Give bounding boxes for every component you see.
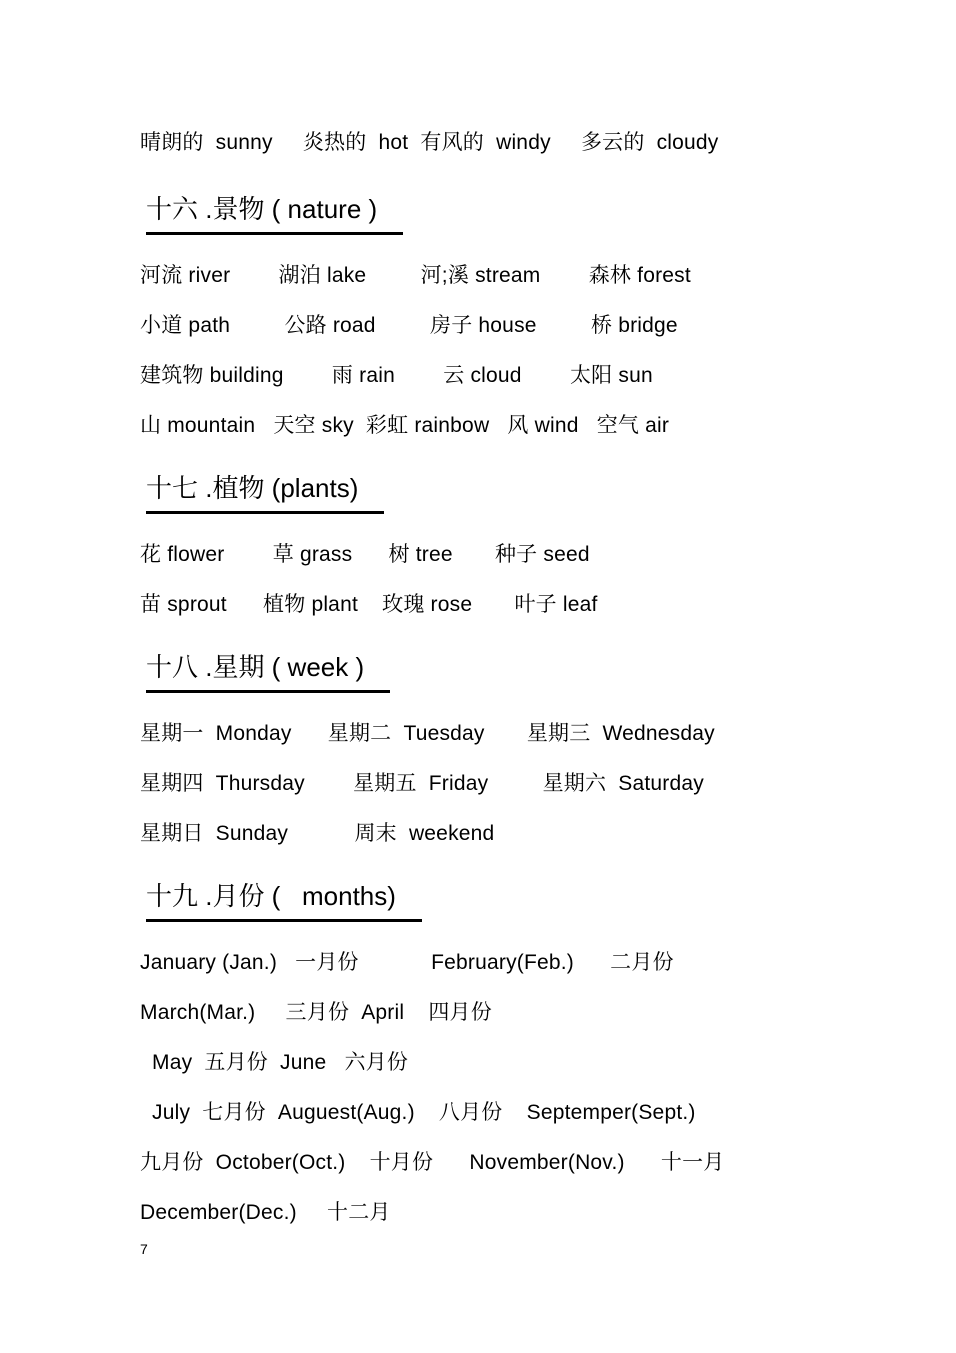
- vocab-line: March(Mar.) 三月份 April 四月份: [140, 1001, 492, 1024]
- vocab-line: 河流 river 湖泊 lake 河;溪 stream 森林 forest: [140, 264, 691, 287]
- section-heading-row-plants: [140, 465, 820, 514]
- vocab-list-nature: [140, 251, 820, 451]
- section-heading-row-months: [140, 873, 820, 922]
- vocab-line-weather-continued: 晴朗的 sunny 炎热的 hot 有风的 windy 多云的 cloudy: [140, 131, 719, 154]
- section-heading-row-nature: [140, 186, 820, 235]
- vocab-line: May 五月份 June 六月份: [146, 1051, 409, 1074]
- vocab-list-plants: [140, 530, 820, 630]
- vocab-line: January (Jan.) 一月份 February(Feb.) 二月份: [140, 951, 674, 974]
- section-nature: [140, 186, 820, 451]
- section-week: [140, 644, 820, 859]
- vocab-line: 星期日 Sunday 周末 weekend: [140, 822, 495, 845]
- vocab-line: 山 mountain 天空 sky 彩虹 rainbow 风 wind 空气 air: [140, 414, 670, 437]
- vocab-list-months: [140, 938, 820, 1238]
- vocab-line: 星期一 Monday 星期二 Tuesday 星期三 Wednesday: [140, 722, 715, 745]
- vocab-line: July 七月份 Auguest(Aug.) 八月份 Septemper(Sept.): [146, 1101, 696, 1124]
- vocab-line: 苗 sprout 植物 plant 玫瑰 rose 叶子 leaf: [140, 593, 598, 616]
- vocab-line: 花 flower 草 grass 树 tree 种子 seed: [140, 543, 590, 566]
- vocab-line: 九月份 October(Oct.) 十月份 November(Nov.) 十一月: [140, 1151, 725, 1174]
- section-plants: [140, 465, 820, 630]
- section-heading-nature: 十六 .景物 ( nature ): [146, 186, 403, 235]
- section-months: [140, 873, 820, 1238]
- section-heading-plants: 十七 .植物 (plants): [146, 465, 384, 514]
- vocab-list-week: [140, 709, 820, 859]
- section-heading-months: 十九 .月份 ( months): [146, 873, 422, 922]
- vocab-line: 建筑物 building 雨 rain 云 cloud 太阳 sun: [140, 364, 653, 387]
- page-number: 7: [140, 1241, 148, 1257]
- section-heading-week: 十八 .星期 ( week ): [146, 644, 390, 693]
- vocab-line: 小道 path 公路 road 房子 house 桥 bridge: [140, 314, 678, 337]
- vocab-line: December(Dec.) 十二月: [140, 1201, 391, 1224]
- vocab-line: 星期四 Thursday 星期五 Friday 星期六 Saturday: [140, 772, 704, 795]
- section-heading-row-week: [140, 644, 820, 693]
- page-content: [140, 118, 820, 1238]
